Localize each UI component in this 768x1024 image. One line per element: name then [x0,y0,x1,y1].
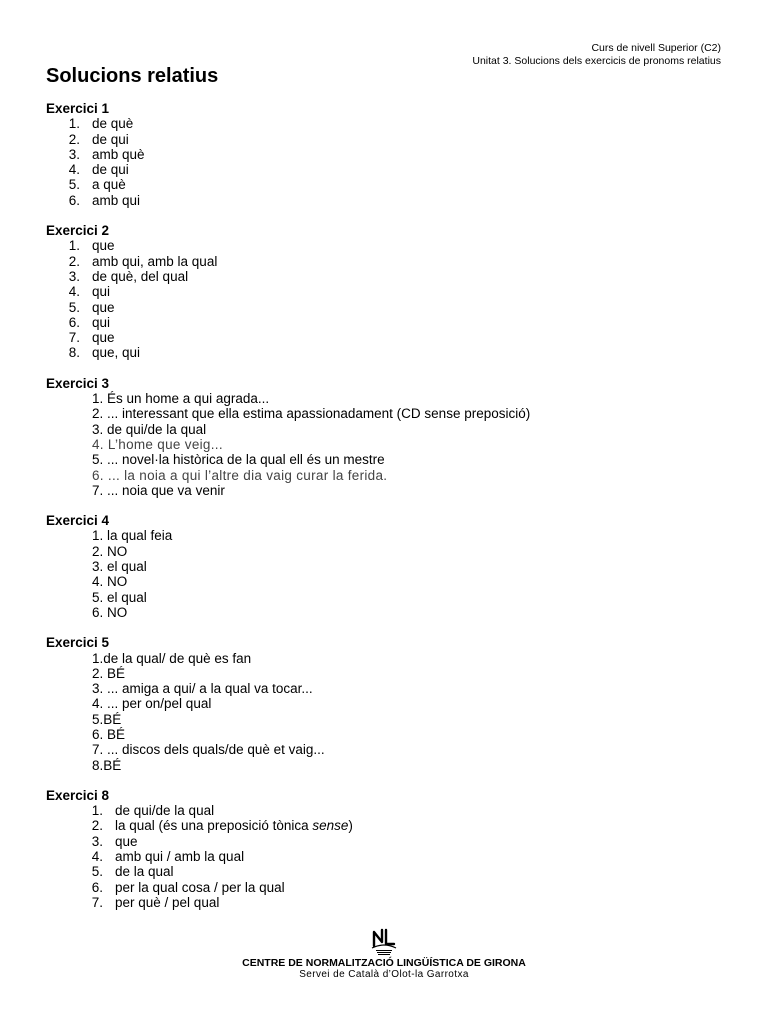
course-label: Curs de nivell Superior (C2) [591,42,721,54]
answer-item [46,468,726,483]
answer-item [46,315,726,330]
answer-text: 7. ... discos dels quals/de què et vaig... [92,742,325,758]
answer-text: de qui [92,162,129,178]
answer-item [46,834,726,849]
answer-text: 4. NO [92,574,128,590]
answer-text: de qui [92,131,129,147]
answer-number: 5. [68,177,80,193]
answer-number: 2. [91,818,103,834]
answer-item [46,116,726,131]
answer-item [46,345,726,360]
answer-item [46,132,726,147]
answer-text: qui [92,284,111,300]
answer-item [46,696,726,711]
answer-text: 6. NO [92,604,128,620]
answer-suffix: ) [348,818,353,834]
answer-text: 7. ... noia que va venir [92,482,225,498]
answer-item [46,422,726,437]
answer-item [46,437,726,452]
answer-text: 1. la qual feia [92,528,173,544]
answer-number: 1. [91,803,103,819]
answer-text: de qui/de la qual [115,803,215,819]
answer-item [46,681,726,696]
answer-text: 6. ... la noia a qui l’altre dia vaig curar la ferida. [92,467,388,483]
answer-number: 4. [68,162,80,178]
answer-item [46,238,726,253]
exercise-section [46,635,726,773]
answer-item [46,391,726,406]
answer-number: 6. [68,192,80,208]
answer-item [46,758,726,773]
document-header [472,42,721,67]
exercise-section [46,101,726,208]
answer-text: 5. el qual [92,589,147,605]
cnl-logo-icon [368,924,400,956]
answer-text: 2. ... interessant que ella estima apassionadament (CD sense preposició) [92,406,531,422]
exercise-title: Exercici 8 [46,787,110,803]
answer-number: 6. [68,314,80,330]
exercise-title: Exercici 3 [46,375,110,391]
answer-text: de què, del qual [92,268,189,284]
exercise-title: Exercici 5 [46,635,110,651]
answer-text: 2. NO [92,543,128,559]
answer-text: de la qual [115,864,174,880]
answer-text: 3. de qui/de la qual [92,421,207,437]
exercise-section [46,376,726,498]
answer-text: de què [92,116,134,132]
answer-item [46,162,726,177]
answer-number: 7. [91,894,103,910]
answer-item [46,742,726,757]
answer-item [46,880,726,895]
answer-text: per què / pel qual [115,894,220,910]
footer-organization: CENTRE DE NORMALITZACIÓ LINGÜÍSTICA DE GIRONA [242,957,526,969]
answer-italic: sense [312,818,349,834]
page-footer [0,924,768,981]
answer-number: 2. [68,131,80,147]
answer-text: la qual (és una preposició tònica [115,818,309,834]
answer-text: amb qui [92,192,141,208]
answer-number: 6. [91,879,103,895]
exercise-section [46,223,726,361]
exercise-title: Exercici 1 [46,101,110,116]
answer-item [46,895,726,910]
answer-item [46,406,726,421]
answer-item [46,818,726,833]
answer-number: 2. [68,253,80,269]
answer-item [46,330,726,345]
answer-item [46,254,726,269]
unit-label: Unitat 3. Solucions dels exercicis de pronoms relatius [472,54,721,67]
solutions-content [46,101,726,925]
answer-number: 4. [91,849,103,865]
answer-item [46,483,726,498]
answer-text: 3. el qual [92,559,147,575]
page-title: Solucions relatius [46,65,219,87]
answer-text: 1.de la qual/ de què es fan [92,650,252,666]
answer-text: que [92,238,115,254]
footer-service: Servei de Català d’Olot-la Garrotxa [299,969,469,980]
answer-text: 4. L’home que veig... [92,436,223,452]
answer-text: que, qui [92,345,141,361]
answer-text: per la qual cosa / per la qual [115,879,285,895]
answer-item [46,300,726,315]
answer-item [46,727,726,742]
answer-item [46,193,726,208]
answer-text: amb qui, amb la qual [92,253,218,269]
answer-item [46,147,726,162]
answer-number: 5. [91,864,103,880]
answer-item [46,864,726,879]
answer-text: 5.BÉ [92,711,122,727]
answer-number: 1. [68,238,80,254]
answer-item [46,544,726,559]
answer-item [46,177,726,192]
answer-number: 4. [68,284,80,300]
answer-number: 5. [68,299,80,315]
answer-item [46,849,726,864]
answer-item [46,605,726,620]
answer-number: 1. [68,116,80,132]
answer-text: a què [92,177,126,193]
exercise-section [46,513,726,620]
exercise-section [46,788,726,910]
answer-number: 3. [68,146,80,162]
answer-text: que [92,299,115,315]
exercise-title: Exercici 2 [46,223,110,239]
answer-item [46,528,726,543]
answer-item [46,452,726,467]
answer-number: 8. [68,345,80,361]
answer-number: 7. [68,330,80,346]
answer-number: 3. [68,268,80,284]
answer-text: 5. ... novel·la històrica de la qual ell és un mestre [92,452,385,468]
answer-item [46,574,726,589]
answer-item [46,284,726,299]
answer-text: 2. BÉ [92,665,126,681]
answer-text: 1. És un home a qui agrada... [92,391,270,407]
answer-item [46,269,726,284]
answer-item [46,651,726,666]
answer-item [46,803,726,818]
answer-text: 3. ... amiga a qui/ a la qual va tocar... [92,681,313,697]
answer-item [46,666,726,681]
answer-number: 3. [91,833,103,849]
answer-text: que [92,330,115,346]
answer-text: 4. ... per on/pel qual [92,696,212,712]
answer-item [46,559,726,574]
answer-item [46,712,726,727]
answer-item [46,590,726,605]
answer-text: amb què [92,146,145,162]
answer-text: amb qui / amb la qual [115,849,245,865]
answer-text: 6. BÉ [92,726,126,742]
answer-text: que [115,833,138,849]
answer-text: qui [92,314,111,330]
exercise-title: Exercici 4 [46,513,110,529]
answer-text: 8.BÉ [92,757,122,773]
